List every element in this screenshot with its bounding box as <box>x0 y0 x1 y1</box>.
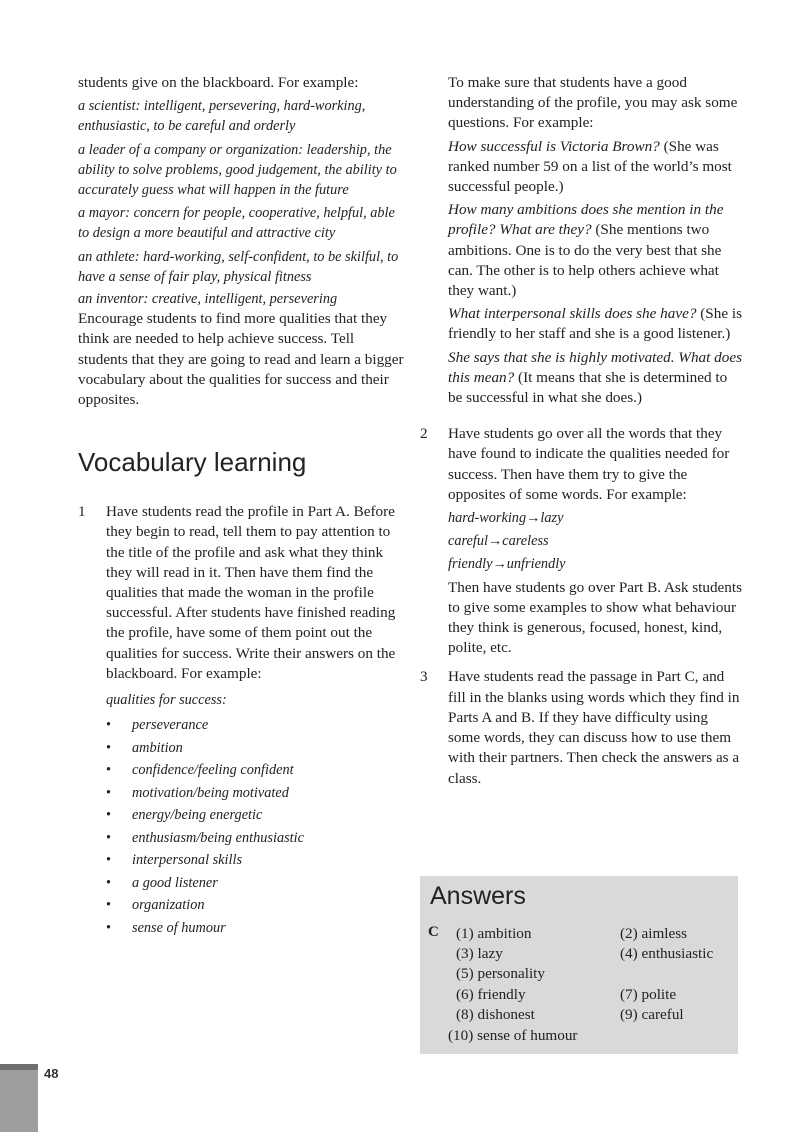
answer: (She was ranked number 59 on a list of the world’s most successful people.) <box>448 137 732 196</box>
qualities-label: qualities for success: <box>106 692 227 709</box>
answer-item: (9) careful <box>620 1006 684 1023</box>
question: She says that she is highly motivated. What does this mean? <box>448 348 743 386</box>
example-athlete: an athlete: hard-working, self-confident, to be skilful, to have a sense of fair play, physical fitness <box>78 248 399 285</box>
bullet-icon: • <box>106 762 112 779</box>
list-item: • ambition <box>106 737 404 760</box>
opposite-pair: friendly→unfriendly <box>448 556 566 573</box>
answer-item: (8) dishonest <box>456 1006 535 1023</box>
answer-item: (7) polite <box>620 986 677 1003</box>
item-number: 3 <box>420 668 428 686</box>
example-mayor: a mayor: concern for people, cooperative, helpful, able to design a more beautiful and attractive city <box>78 205 395 242</box>
right-intro: To make sure that students have a good understanding of the profile, you may ask some questions. For example: <box>448 74 738 132</box>
instruction-item-1 <box>78 502 404 939</box>
bullet-icon: • <box>106 739 112 756</box>
qualities-list <box>106 714 404 939</box>
qa-item <box>448 200 742 301</box>
answer: (She mentions two ambitions. One is to do the very best that she can. The other is to help others achieve what they want.) <box>448 221 722 300</box>
item-2-after: Then have students go over Part B. Ask students to give some examples to show what behaviour they think is generous, focused, honest, kind, polite, etc. <box>448 578 743 657</box>
list-item: • motivation/being motivated <box>106 782 404 805</box>
example-inventor: an inventor: creative, intelligent, persevering <box>78 291 338 308</box>
bullet-icon: • <box>106 919 112 936</box>
list-item: • organization <box>106 894 404 917</box>
instruction-item-3 <box>420 667 742 788</box>
page-number: 48 <box>44 1066 59 1081</box>
item-3-text: Have students read the passage in Part C, and fill in the blanks using words which they find in Parts A and B. If they have difficulty using some words, they can discuss how to use them with their partners. Then check the answers as a class. <box>448 668 740 787</box>
opposite-pair: hard-working→lazy <box>448 510 564 527</box>
bullet-icon: • <box>106 717 112 734</box>
page-edge-tab <box>0 1064 38 1132</box>
answers-title: Answers <box>430 882 526 910</box>
answer-item: (2) aimless <box>620 925 688 942</box>
answer: (She is friendly to her staff and she is a good listener.) <box>448 305 743 343</box>
bullet-icon: • <box>106 852 112 869</box>
bullet-icon: • <box>106 807 112 824</box>
item-number: 1 <box>78 503 86 521</box>
item-2-text: Have students go over all the words that they have found to indicate the qualities needed for success. Then have them try to give the opposites of some words. For example: <box>448 425 730 503</box>
answer-item: (3) lazy <box>456 945 503 962</box>
answer-item: (4) enthusiastic <box>620 945 714 962</box>
left-intro: students give on the blackboard. For example: <box>78 74 359 91</box>
qa-item <box>448 137 742 198</box>
right-column <box>420 73 742 789</box>
answer-item: (6) friendly <box>456 986 526 1003</box>
answer-item: (1) ambition <box>456 925 532 942</box>
qa-item <box>448 348 742 409</box>
answer-item: (10) sense of humour <box>448 1027 578 1044</box>
answers-section-letter: C <box>428 924 439 940</box>
example-leader: a leader of a company or organization: leadership, the ability to solve problems, good judgement, the ability to accurately guess what will happen in the future <box>78 141 397 199</box>
answers-box <box>420 876 738 1054</box>
question: How many ambitions does she mention in the profile? What are they? <box>448 201 724 239</box>
item-1-text: Have students read the profile in Part A. Before they begin to read, tell them to pay attention to the title of the profile and ask what they think they will read in it. Then have them find the qualities that made the woman in the profile successful. After students have finished reading the profile, have some of them point out the qualities for success. Write their answers on the blackboard. For example: <box>106 503 396 682</box>
bullet-icon: • <box>106 874 112 891</box>
list-item: • interpersonal skills <box>106 849 404 872</box>
answer: (It means that she is determined to be successful in what she does.) <box>448 368 728 407</box>
question: How successful is Victoria Brown? <box>448 137 660 155</box>
page-edge-divider <box>0 1064 38 1070</box>
list-item: • a good listener <box>106 872 404 895</box>
bullet-icon: • <box>106 784 112 801</box>
qa-item <box>448 304 742 344</box>
bullet-icon: • <box>106 829 112 846</box>
list-item: • perseverance <box>106 714 404 737</box>
list-item: • sense of humour <box>106 917 404 940</box>
bullet-icon: • <box>106 897 112 914</box>
list-item: • energy/being energetic <box>106 804 404 827</box>
example-scientist: a scientist: intelligent, persevering, hard-working, enthusiastic, to be careful and orderly <box>78 98 366 135</box>
item-number: 2 <box>420 425 428 443</box>
instruction-item-2 <box>420 424 742 658</box>
encourage-paragraph: Encourage students to find more qualities that they think are needed to help achieve success. Tell students that they are going to read and learn a bigger vocabulary about the qualities for success and their opposites. <box>78 310 404 409</box>
list-item: • enthusiasm/being enthusiastic <box>106 827 404 850</box>
list-item: • confidence/feeling confident <box>106 759 404 782</box>
opposite-pair: careful→careless <box>448 533 549 550</box>
left-column <box>78 73 404 939</box>
answer-item: (5) personality <box>456 965 545 982</box>
section-heading: Vocabulary learning <box>78 447 307 478</box>
question: What interpersonal skills does she have? <box>448 305 697 323</box>
